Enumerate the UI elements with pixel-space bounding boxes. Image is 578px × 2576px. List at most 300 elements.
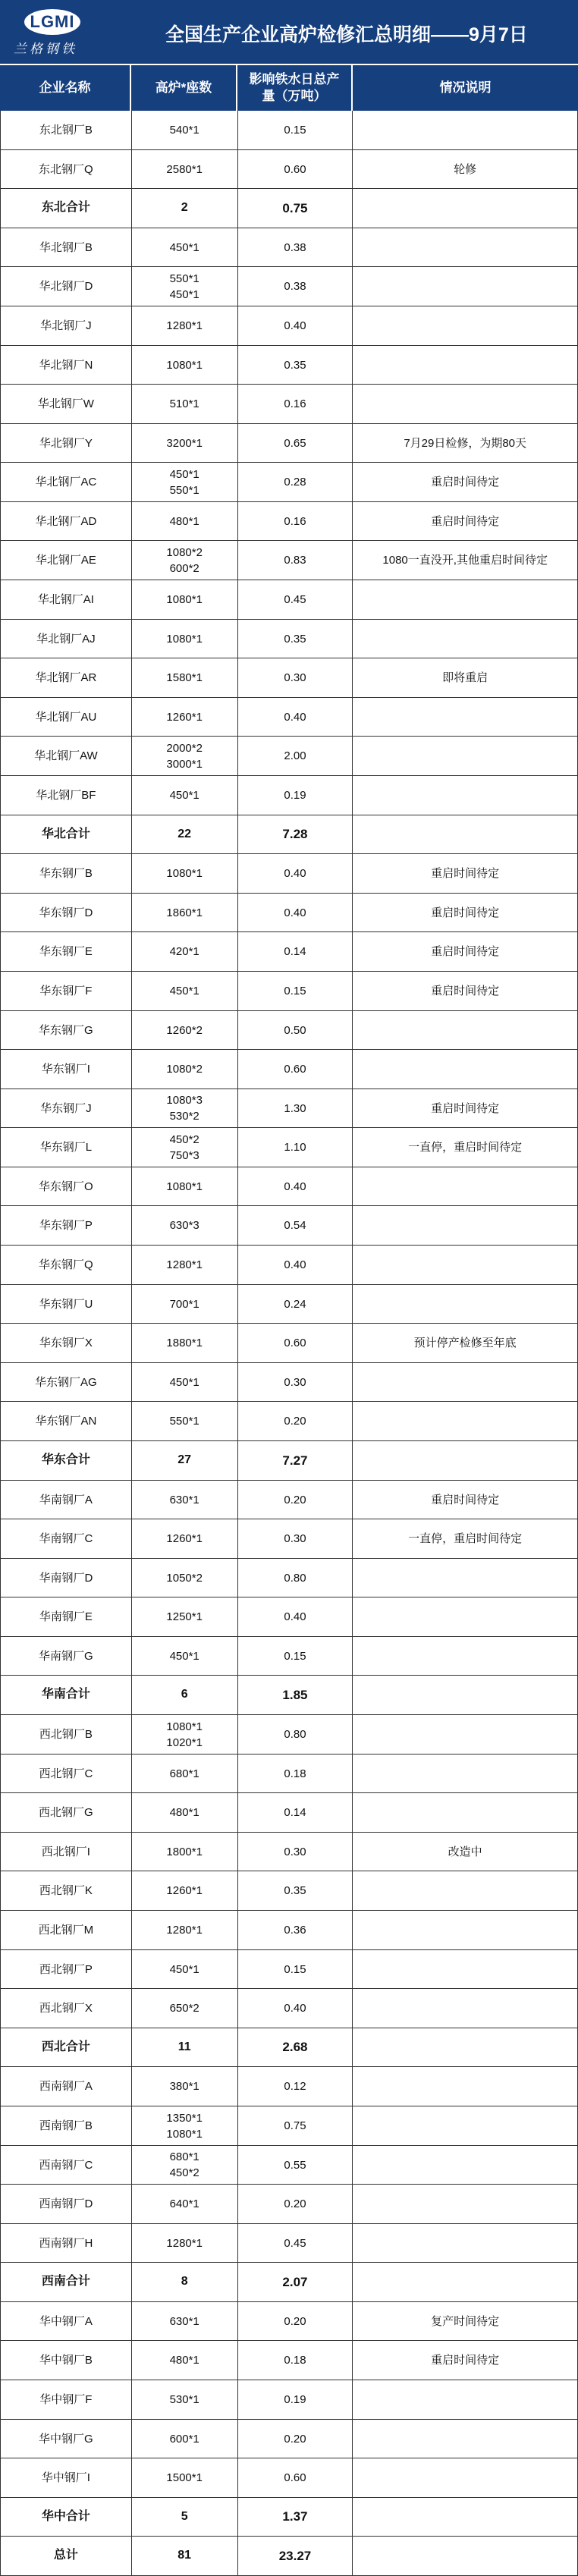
- page-title: 全国生产企业高炉检修汇总明细——9月7日: [165, 24, 528, 46]
- cell-furnaces: 510*1: [132, 385, 238, 423]
- table-row: [1, 2341, 578, 2380]
- logo-badge: [24, 9, 80, 35]
- cell-impact: 0.20: [238, 1481, 353, 1519]
- cell-note: 重启时间待定: [353, 502, 578, 540]
- table-row: [1, 894, 578, 932]
- table-row: [1, 1481, 578, 1519]
- cell-note: [353, 776, 578, 815]
- logo-text: 兰格钢铁: [14, 42, 77, 57]
- cell-impact: 0.18: [238, 2341, 353, 2380]
- cell-furnaces: 1080*1: [132, 1167, 238, 1205]
- cell-company: 西北钢厂I: [1, 1833, 132, 1871]
- cell-impact: 2.68: [238, 2028, 353, 2066]
- cell-impact: 0.15: [238, 111, 353, 149]
- cell-furnaces: 1080*1: [132, 854, 238, 893]
- page-header: [0, 0, 578, 64]
- cell-company: 华东钢厂J: [1, 1089, 132, 1127]
- cell-company: 华东钢厂U: [1, 1285, 132, 1323]
- cell-impact: 0.45: [238, 580, 353, 619]
- cell-furnaces: 650*2: [132, 1989, 238, 2028]
- cell-furnaces: 1050*2: [132, 1559, 238, 1597]
- cell-impact: 0.60: [238, 1050, 353, 1089]
- cell-company: 华东钢厂P: [1, 1206, 132, 1245]
- cell-impact: 0.30: [238, 658, 353, 697]
- table-row: [1, 1637, 578, 1676]
- cell-note: [353, 306, 578, 345]
- table-row: [1, 541, 578, 580]
- cell-company: 华东钢厂F: [1, 972, 132, 1010]
- cell-impact: 0.60: [238, 2458, 353, 2497]
- cell-furnaces: 3200*1: [132, 424, 238, 462]
- cell-furnaces: 1080*2: [132, 1050, 238, 1089]
- cell-company: 华北钢厂AR: [1, 658, 132, 697]
- cell-furnaces: 550*1: [132, 1402, 238, 1440]
- cell-impact: 0.19: [238, 776, 353, 815]
- cell-impact: 0.80: [238, 1715, 353, 1754]
- cell-impact: 0.40: [238, 1167, 353, 1205]
- cell-impact: 0.15: [238, 1637, 353, 1675]
- cell-impact: 0.55: [238, 2146, 353, 2184]
- cell-company: 华东钢厂AG: [1, 1363, 132, 1401]
- table-row-total: [1, 815, 578, 854]
- table-row: [1, 698, 578, 737]
- cell-company: 华东钢厂G: [1, 1011, 132, 1049]
- cell-note: [353, 1246, 578, 1284]
- table-row: [1, 463, 578, 502]
- cell-impact: 1.30: [238, 1089, 353, 1127]
- cell-impact: 0.36: [238, 1911, 353, 1949]
- table-row-total: [1, 1676, 578, 1715]
- cell-furnaces: 1080*3 530*2: [132, 1089, 238, 1127]
- cell-company: 东北钢厂B: [1, 111, 132, 149]
- cell-note: [353, 111, 578, 149]
- cell-company: 华中钢厂I: [1, 2458, 132, 2497]
- table-row: [1, 1833, 578, 1871]
- cell-furnaces: 5: [132, 2498, 238, 2536]
- table-row: [1, 1363, 578, 1402]
- cell-impact: 0.35: [238, 1871, 353, 1910]
- cell-company: 总计: [1, 2537, 132, 2575]
- table-row: [1, 2380, 578, 2420]
- cell-note: 复产时间待定: [353, 2302, 578, 2340]
- cell-impact: 0.50: [238, 1011, 353, 1049]
- cell-company: 西北钢厂G: [1, 1793, 132, 1832]
- cell-note: 重启时间待定: [353, 932, 578, 971]
- cell-note: [353, 228, 578, 266]
- cell-company: 西南钢厂C: [1, 2146, 132, 2184]
- cell-note: [353, 1715, 578, 1754]
- table-row: [1, 1871, 578, 1911]
- cell-note: [353, 189, 578, 228]
- cell-company: 华南钢厂A: [1, 1481, 132, 1519]
- cell-note: 重启时间待定: [353, 894, 578, 931]
- cell-impact: 0.20: [238, 2185, 353, 2223]
- cell-note: [353, 2224, 578, 2262]
- table-row: [1, 1950, 578, 1989]
- table-row: [1, 1089, 578, 1128]
- cell-impact: 0.16: [238, 502, 353, 540]
- cell-note: [353, 1363, 578, 1401]
- cell-note: 预计停产检修至年底: [353, 1324, 578, 1362]
- cell-note: [353, 1167, 578, 1205]
- cell-company: 华北钢厂AE: [1, 541, 132, 580]
- cell-impact: 0.65: [238, 424, 353, 462]
- table-row: [1, 267, 578, 306]
- cell-note: 重启时间待定: [353, 854, 578, 893]
- table-row: [1, 1911, 578, 1950]
- cell-company: 西南钢厂B: [1, 2106, 132, 2145]
- cell-furnaces: 550*1 450*1: [132, 267, 238, 306]
- table-row: [1, 854, 578, 894]
- cell-furnaces: 1080*1: [132, 620, 238, 658]
- cell-impact: 0.40: [238, 854, 353, 893]
- cell-note: 7月29日检修，为期80天: [353, 424, 578, 462]
- table-row: [1, 1793, 578, 1833]
- cell-company: 华南钢厂E: [1, 1597, 132, 1636]
- cell-note: [353, 1285, 578, 1323]
- cell-furnaces: 680*1: [132, 1755, 238, 1792]
- table-row: [1, 2224, 578, 2263]
- cell-company: 华北钢厂AI: [1, 580, 132, 619]
- cell-furnaces: 420*1: [132, 932, 238, 971]
- cell-note: [353, 1441, 578, 1480]
- cell-company: 华东钢厂X: [1, 1324, 132, 1362]
- cell-impact: 0.19: [238, 2380, 353, 2419]
- table-row: [1, 776, 578, 815]
- cell-note: [353, 580, 578, 619]
- table-row: [1, 1597, 578, 1637]
- cell-impact: 0.16: [238, 385, 353, 423]
- cell-company: 西北钢厂P: [1, 1950, 132, 1988]
- cell-company: 华中合计: [1, 2498, 132, 2536]
- cell-note: 重启时间待定: [353, 1481, 578, 1519]
- cell-furnaces: 700*1: [132, 1285, 238, 1323]
- cell-note: [353, 2106, 578, 2145]
- cell-company: 华北钢厂AC: [1, 463, 132, 501]
- cell-note: [353, 2537, 578, 2575]
- cell-company: 华东钢厂D: [1, 894, 132, 931]
- cell-impact: 0.24: [238, 1285, 353, 1323]
- cell-furnaces: 480*1: [132, 502, 238, 540]
- cell-furnaces: 1260*1: [132, 1519, 238, 1558]
- cell-note: [353, 2067, 578, 2106]
- cell-company: 华中钢厂A: [1, 2302, 132, 2340]
- table-row: [1, 1402, 578, 1441]
- cell-furnaces: 480*1: [132, 1793, 238, 1832]
- cell-company: 华北钢厂AW: [1, 737, 132, 775]
- cell-company: 华北钢厂J: [1, 306, 132, 345]
- cell-note: 1080一直没开,其他重启时间待定: [353, 541, 578, 580]
- cell-furnaces: 450*1: [132, 1950, 238, 1988]
- table-row: [1, 1324, 578, 1363]
- table-row-total: [1, 2498, 578, 2537]
- cell-furnaces: 630*1: [132, 2302, 238, 2340]
- cell-company: 华北钢厂N: [1, 346, 132, 384]
- cell-furnaces: 600*1: [132, 2420, 238, 2458]
- table-row: [1, 1167, 578, 1206]
- cell-note: [353, 1011, 578, 1049]
- cell-furnaces: 540*1: [132, 111, 238, 149]
- cell-company: 西南钢厂H: [1, 2224, 132, 2262]
- cell-note: [353, 385, 578, 423]
- table-row: [1, 737, 578, 776]
- cell-note: [353, 1050, 578, 1089]
- table-row: [1, 1559, 578, 1597]
- cell-furnaces: 480*1: [132, 2341, 238, 2380]
- table-row: [1, 658, 578, 698]
- table-row: [1, 1050, 578, 1089]
- cell-furnaces: 640*1: [132, 2185, 238, 2223]
- cell-impact: 2.00: [238, 737, 353, 775]
- cell-furnaces: 2580*1: [132, 150, 238, 188]
- cell-company: 华北合计: [1, 815, 132, 853]
- cell-furnaces: 22: [132, 815, 238, 853]
- cell-note: [353, 1755, 578, 1792]
- cell-impact: 0.40: [238, 1597, 353, 1636]
- cell-furnaces: 1260*2: [132, 1011, 238, 1049]
- cell-furnaces: 1580*1: [132, 658, 238, 697]
- cell-company: 华南钢厂D: [1, 1559, 132, 1597]
- cell-company: 华中钢厂G: [1, 2420, 132, 2458]
- cell-note: [353, 2028, 578, 2066]
- table-row: [1, 228, 578, 267]
- cell-company: 华东钢厂Q: [1, 1246, 132, 1284]
- cell-company: 华北钢厂D: [1, 267, 132, 306]
- cell-impact: 0.40: [238, 894, 353, 931]
- cell-impact: 0.40: [238, 1989, 353, 2028]
- cell-note: [353, 1597, 578, 1636]
- logo-letters: LGMI: [30, 12, 75, 31]
- cell-furnaces: 450*1: [132, 972, 238, 1010]
- table-row: [1, 2106, 578, 2146]
- cell-furnaces: 1250*1: [132, 1597, 238, 1636]
- cell-company: 西北钢厂C: [1, 1755, 132, 1792]
- cell-company: 东北合计: [1, 189, 132, 228]
- cell-note: 重启时间待定: [353, 972, 578, 1010]
- cell-impact: 0.35: [238, 346, 353, 384]
- cell-furnaces: 1280*1: [132, 1911, 238, 1949]
- table-row: [1, 2302, 578, 2341]
- cell-company: 华中钢厂B: [1, 2341, 132, 2380]
- cell-note: [353, 1637, 578, 1675]
- table-row: [1, 306, 578, 346]
- cell-note: [353, 620, 578, 658]
- cell-note: [353, 2185, 578, 2223]
- table-row: [1, 972, 578, 1011]
- table-row: [1, 385, 578, 424]
- cell-note: [353, 2380, 578, 2419]
- cell-impact: 0.20: [238, 2302, 353, 2340]
- cell-company: 华中钢厂F: [1, 2380, 132, 2419]
- cell-furnaces: 2: [132, 189, 238, 228]
- cell-company: 华东钢厂AN: [1, 1402, 132, 1440]
- cell-impact: 0.15: [238, 972, 353, 1010]
- table-row-total: [1, 189, 578, 228]
- table-row: [1, 150, 578, 189]
- cell-company: 西北钢厂K: [1, 1871, 132, 1910]
- cell-note: 重启时间待定: [353, 463, 578, 501]
- cell-note: [353, 1793, 578, 1832]
- cell-note: 一直停，重启时间待定: [353, 1519, 578, 1558]
- cell-note: 重启时间待定: [353, 2341, 578, 2380]
- cell-company: 西南钢厂A: [1, 2067, 132, 2106]
- cell-company: 华南合计: [1, 1676, 132, 1714]
- company-logo: [11, 8, 155, 56]
- cell-impact: 0.14: [238, 932, 353, 971]
- cell-note: 即将重启: [353, 658, 578, 697]
- cell-note: [353, 2263, 578, 2301]
- table-body: [0, 111, 578, 2576]
- cell-note: [353, 2458, 578, 2497]
- cell-company: 华北钢厂AJ: [1, 620, 132, 658]
- table-row: [1, 2420, 578, 2458]
- cell-note: [353, 2498, 578, 2536]
- table-row: [1, 1715, 578, 1755]
- cell-impact: 0.38: [238, 267, 353, 306]
- table-row: [1, 346, 578, 385]
- table-row: [1, 932, 578, 972]
- cell-impact: 7.28: [238, 815, 353, 853]
- cell-impact: 2.07: [238, 2263, 353, 2301]
- cell-note: [353, 1950, 578, 1988]
- cell-furnaces: 630*1: [132, 1481, 238, 1519]
- cell-company: 华南钢厂C: [1, 1519, 132, 1558]
- cell-company: 华北钢厂AD: [1, 502, 132, 540]
- cell-furnaces: 450*1: [132, 1363, 238, 1401]
- cell-furnaces: 1280*1: [132, 1246, 238, 1284]
- table-row-total: [1, 2028, 578, 2067]
- table-row: [1, 1011, 578, 1050]
- cell-impact: 0.14: [238, 1793, 353, 1832]
- cell-impact: 1.85: [238, 1676, 353, 1714]
- table-row: [1, 1246, 578, 1285]
- cell-note: [353, 2420, 578, 2458]
- cell-furnaces: 630*3: [132, 1206, 238, 1245]
- cell-furnaces: 1080*1: [132, 580, 238, 619]
- cell-furnaces: 8: [132, 2263, 238, 2301]
- table-row: [1, 1128, 578, 1167]
- cell-company: 华东合计: [1, 1441, 132, 1480]
- cell-impact: 0.35: [238, 620, 353, 658]
- cell-note: [353, 1402, 578, 1440]
- cell-impact: 0.20: [238, 2420, 353, 2458]
- cell-furnaces: 1500*1: [132, 2458, 238, 2497]
- cell-company: 华北钢厂B: [1, 228, 132, 266]
- cell-impact: 7.27: [238, 1441, 353, 1480]
- table-row-total: [1, 1441, 578, 1481]
- cell-company: 华北钢厂Y: [1, 424, 132, 462]
- table-row: [1, 424, 578, 463]
- cell-note: 轮修: [353, 150, 578, 188]
- table-row: [1, 111, 578, 150]
- cell-impact: 0.60: [238, 1324, 353, 1362]
- table-row: [1, 1285, 578, 1324]
- table-row: [1, 1755, 578, 1793]
- cell-impact: 0.60: [238, 150, 353, 188]
- cell-note: 改造中: [353, 1833, 578, 1871]
- cell-furnaces: 1080*1 1020*1: [132, 1715, 238, 1754]
- cell-impact: 0.15: [238, 1950, 353, 1988]
- cell-company: 华东钢厂E: [1, 932, 132, 971]
- cell-impact: 0.38: [238, 228, 353, 266]
- cell-note: [353, 698, 578, 736]
- cell-note: [353, 346, 578, 384]
- cell-company: 华北钢厂AU: [1, 698, 132, 736]
- cell-impact: 0.75: [238, 2106, 353, 2145]
- cell-impact: 0.12: [238, 2067, 353, 2106]
- cell-note: [353, 1871, 578, 1910]
- cell-impact: 0.40: [238, 306, 353, 345]
- cell-furnaces: 1800*1: [132, 1833, 238, 1871]
- cell-note: [353, 737, 578, 775]
- cell-note: [353, 1206, 578, 1245]
- cell-furnaces: 2000*2 3000*1: [132, 737, 238, 775]
- cell-note: 一直停，重启时间待定: [353, 1128, 578, 1167]
- cell-furnaces: 680*1 450*2: [132, 2146, 238, 2184]
- cell-furnaces: 1280*1: [132, 2224, 238, 2262]
- cell-impact: 0.75: [238, 189, 353, 228]
- cell-impact: 0.40: [238, 1246, 353, 1284]
- cell-company: 西南合计: [1, 2263, 132, 2301]
- cell-note: [353, 2146, 578, 2184]
- cell-company: 西北钢厂B: [1, 1715, 132, 1754]
- table-row: [1, 2185, 578, 2224]
- cell-furnaces: 81: [132, 2537, 238, 2575]
- cell-company: 西北合计: [1, 2028, 132, 2066]
- cell-furnaces: 1260*1: [132, 698, 238, 736]
- cell-furnaces: 6: [132, 1676, 238, 1714]
- cell-company: 华北钢厂BF: [1, 776, 132, 815]
- cell-impact: 0.30: [238, 1519, 353, 1558]
- cell-note: [353, 1559, 578, 1597]
- table-row: [1, 1519, 578, 1559]
- cell-furnaces: 1260*1: [132, 1871, 238, 1910]
- cell-note: [353, 1911, 578, 1949]
- cell-company: 华东钢厂L: [1, 1128, 132, 1167]
- table-row: [1, 1206, 578, 1246]
- cell-company: 华东钢厂O: [1, 1167, 132, 1205]
- cell-furnaces: 450*2 750*3: [132, 1128, 238, 1167]
- table-row-total: [1, 2537, 578, 2576]
- table-header: [0, 64, 578, 111]
- table-row-total: [1, 2263, 578, 2302]
- cell-impact: 0.54: [238, 1206, 353, 1245]
- cell-note: [353, 1676, 578, 1714]
- cell-impact: 0.45: [238, 2224, 353, 2262]
- cell-impact: 1.37: [238, 2498, 353, 2536]
- cell-furnaces: 450*1: [132, 228, 238, 266]
- cell-furnaces: 450*1: [132, 1637, 238, 1675]
- column-header-impact: 影响铁水日总产 量（万吨）: [237, 65, 353, 111]
- cell-impact: 0.83: [238, 541, 353, 580]
- cell-note: [353, 1989, 578, 2028]
- table-row: [1, 2067, 578, 2106]
- cell-impact: 0.18: [238, 1755, 353, 1792]
- cell-furnaces: 450*1 550*1: [132, 463, 238, 501]
- cell-impact: 23.27: [238, 2537, 353, 2575]
- cell-furnaces: 27: [132, 1441, 238, 1480]
- cell-furnaces: 1350*1 1080*1: [132, 2106, 238, 2145]
- cell-company: 华东钢厂I: [1, 1050, 132, 1089]
- cell-furnaces: 530*1: [132, 2380, 238, 2419]
- cell-company: 西北钢厂X: [1, 1989, 132, 2028]
- cell-furnaces: 11: [132, 2028, 238, 2066]
- column-header-note: 情况说明: [439, 80, 492, 95]
- cell-furnaces: 1080*2 600*2: [132, 541, 238, 580]
- cell-impact: 0.30: [238, 1363, 353, 1401]
- cell-furnaces: 1880*1: [132, 1324, 238, 1362]
- table-row: [1, 620, 578, 658]
